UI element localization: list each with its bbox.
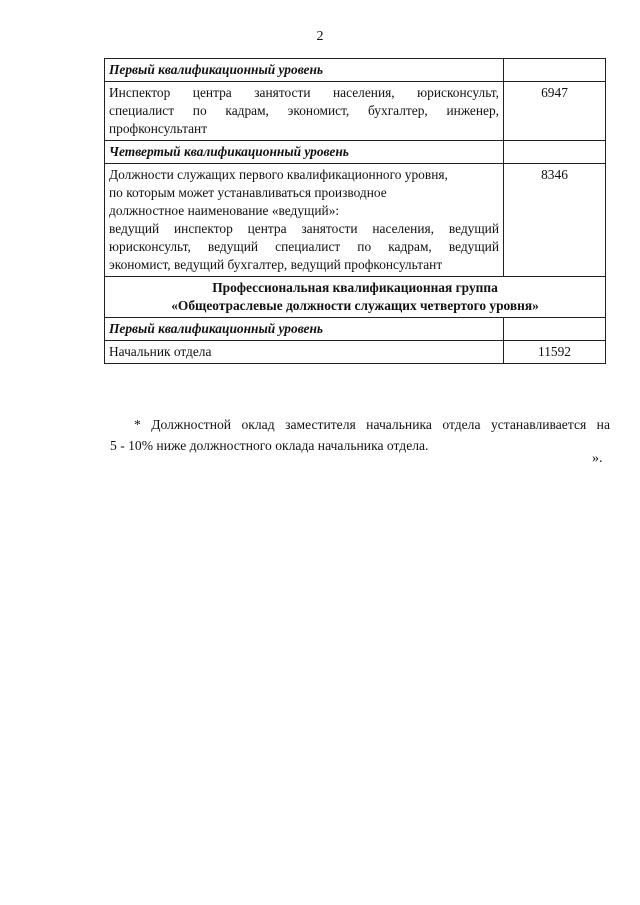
table-row <box>105 341 606 364</box>
description-line: профконсультант <box>109 121 208 136</box>
description-line: по которым может устанавливаться производное <box>109 185 387 200</box>
salary-cell-empty <box>504 59 606 82</box>
footnote-line: * Должностной оклад заместителя начальника отдела устанавливается на <box>134 417 610 432</box>
salary-table <box>104 58 606 364</box>
table-row <box>105 82 606 141</box>
qualification-level-heading: Первый квалификационный уровень <box>105 318 504 341</box>
page-number: 2 <box>316 29 324 44</box>
position-description <box>105 164 504 277</box>
description-line: специалист по кадрам, экономист, бухгалтер, инженер, <box>109 103 499 118</box>
group-title-line: «Общеотраслевые должности служащих четвертого уровня» <box>171 298 539 313</box>
qualification-level-heading: Четвертый квалификационный уровень <box>105 141 504 164</box>
professional-group-heading <box>105 277 606 318</box>
table-row <box>105 277 606 318</box>
salary-cell-empty <box>504 141 606 164</box>
salary-value: 8346 <box>504 164 606 277</box>
description-line: ведущий инспектор центра занятости населения, ведущий <box>109 221 499 236</box>
table-row <box>105 318 606 341</box>
description-line: должностное наименование «ведущий»: <box>109 203 340 218</box>
position-description <box>105 82 504 141</box>
salary-cell-empty <box>504 318 606 341</box>
description-line: Инспектор центра занятости населения, юрисконсульт, <box>109 85 499 100</box>
table-row <box>105 164 606 277</box>
description-line: экономист, ведущий бухгалтер, ведущий профконсультант <box>109 257 443 272</box>
closing-quote: ». <box>592 451 603 466</box>
footnote <box>110 414 610 456</box>
salary-value: 6947 <box>504 82 606 141</box>
group-title-line: Профессиональная квалификационная группа <box>212 280 498 295</box>
table-row <box>105 59 606 82</box>
description-line: Должности служащих первого квалификационного уровня, <box>109 167 448 182</box>
footnote-line: 5 - 10% ниже должностного оклада начальника отдела. <box>110 438 429 453</box>
table-row <box>105 141 606 164</box>
description-line: юрисконсульт, ведущий специалист по кадрам, ведущий <box>109 239 499 254</box>
qualification-level-heading: Первый квалификационный уровень <box>105 59 504 82</box>
position-description: Начальник отдела <box>105 341 504 364</box>
salary-value: 11592 <box>504 341 606 364</box>
